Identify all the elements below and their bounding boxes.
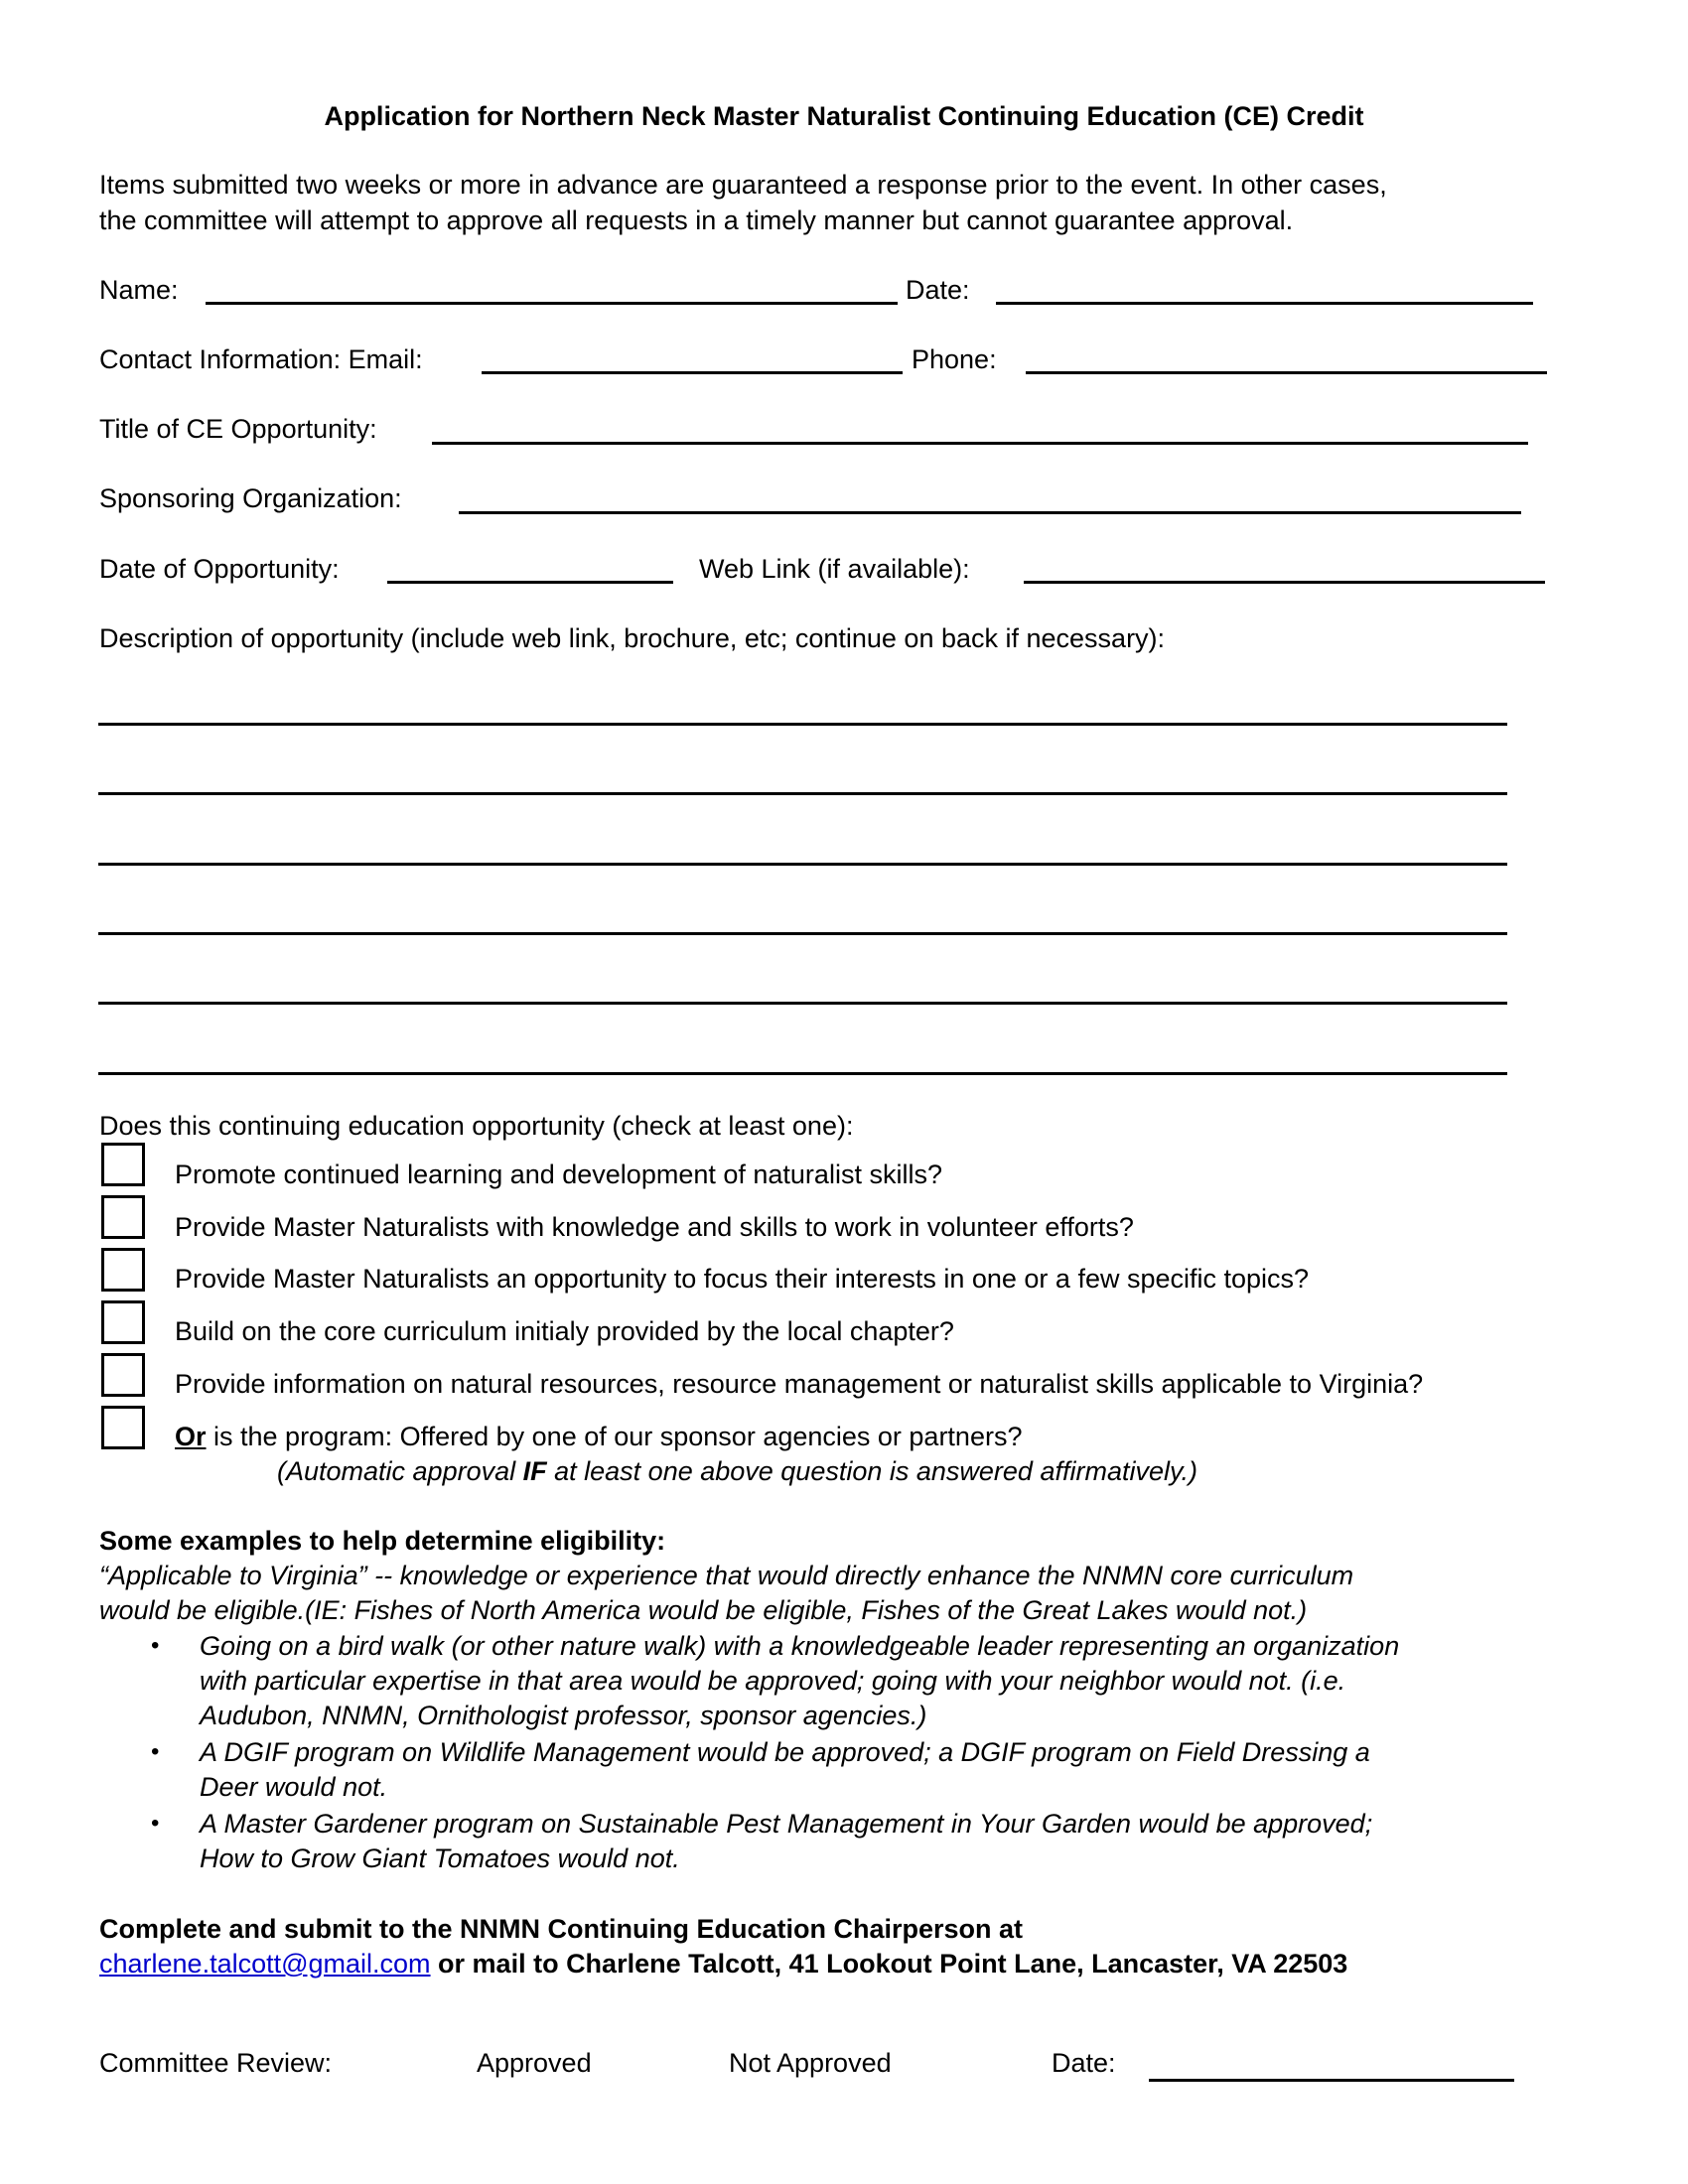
note-if: IF [522, 1456, 547, 1486]
web-link-field[interactable] [1024, 581, 1545, 584]
note-text-2: at least one above question is answered affirmatively.) [546, 1456, 1197, 1486]
description-line-5[interactable] [98, 1002, 1507, 1005]
description-line-6[interactable] [98, 1072, 1507, 1075]
checklist-item-3: Provide Master Naturalists an opportunity to focus their interests in one or a few specific topics? [175, 1264, 1310, 1294]
bullet-icon: • [151, 1810, 160, 1837]
bullet-icon: • [151, 1738, 160, 1765]
examples-heading: Some examples to help determine eligibility: [99, 1526, 666, 1556]
checklist-item-6 [175, 1421, 1022, 1452]
description-line-3[interactable] [98, 863, 1507, 866]
checklist-heading: Does this continuing education opportunity (check at least one): [99, 1111, 854, 1141]
description-line-2[interactable] [98, 792, 1507, 795]
checkbox-5[interactable] [101, 1353, 145, 1397]
checkbox-1[interactable] [101, 1143, 145, 1186]
email-label: Contact Information: Email: [99, 344, 423, 374]
examples-para-1: “Applicable to Virginia” -- knowledge or experience that would directly enhance the NNMN core curriculum [99, 1561, 1354, 1590]
page-title: Application for Northern Neck Master Naturalist Continuing Education (CE) Credit [324, 101, 1364, 131]
submit-line-1: Complete and submit to the NNMN Continuing Education Chairperson at [99, 1914, 1023, 1944]
auto-approval-note [277, 1455, 1197, 1487]
not-approved-option[interactable]: Not Approved [729, 2048, 892, 2078]
description-line-1[interactable] [98, 723, 1507, 726]
example-2-line-1: A DGIF program on Wildlife Management would be approved; a DGIF program on Field Dressing a [200, 1737, 1370, 1767]
bullet-icon: • [151, 1632, 160, 1659]
date-field[interactable] [996, 302, 1533, 305]
email-field[interactable] [482, 371, 903, 374]
checkbox-6[interactable] [101, 1406, 145, 1449]
checkbox-2[interactable] [101, 1195, 145, 1239]
name-label: Name: [99, 275, 179, 305]
date-label: Date: [906, 275, 970, 305]
phone-field[interactable] [1026, 371, 1547, 374]
committee-review-label: Committee Review: [99, 2048, 333, 2078]
checklist-item-2: Provide Master Naturalists with knowledge and skills to work in volunteer efforts? [175, 1212, 1134, 1242]
chair-email-link[interactable]: charlene.talcott@gmail.com [99, 1949, 431, 1979]
examples-para-2: would be eligible.(IE: Fishes of North America would be eligible, Fishes of the Great Lakes would not.) [99, 1595, 1308, 1625]
ce-title-label: Title of CE Opportunity: [99, 414, 377, 444]
review-date-field[interactable] [1149, 2079, 1514, 2082]
checklist-item-6-text: is the program: Offered by one of our sponsor agencies or partners? [206, 1422, 1023, 1451]
note-text-1: (Automatic approval [277, 1456, 523, 1486]
checklist-item-5: Provide information on natural resources, resource management or naturalist skills applicable to Virginia? [175, 1369, 1424, 1399]
example-3-line-1: A Master Gardener program on Sustainable Pest Management in Your Garden would be approved; [200, 1809, 1373, 1839]
description-label: Description of opportunity (include web link, brochure, etc; continue on back if necessary): [99, 623, 1166, 653]
checklist-item-1: Promote continued learning and development of naturalist skills? [175, 1160, 942, 1189]
description-line-4[interactable] [98, 932, 1507, 935]
opp-date-field[interactable] [387, 581, 673, 584]
phone-label: Phone: [912, 344, 997, 374]
approved-option[interactable]: Approved [477, 2048, 592, 2078]
or-emphasis: Or [175, 1422, 207, 1451]
intro-line-1: Items submitted two weeks or more in advance are guaranteed a response prior to the event. In other cases, [99, 170, 1387, 200]
mail-address: or mail to Charlene Talcott, 41 Lookout Point Lane, Lancaster, VA 22503 [430, 1949, 1348, 1979]
submit-line-2 [99, 1948, 1347, 1979]
example-1-line-3: Audubon, NNMN, Ornithologist professor, sponsor agencies.) [200, 1701, 927, 1730]
review-date-label: Date: [1052, 2048, 1116, 2078]
name-field[interactable] [206, 302, 898, 305]
checkbox-4[interactable] [101, 1300, 145, 1344]
example-3-line-2: How to Grow Giant Tomatoes would not. [200, 1843, 680, 1873]
example-2-line-2: Deer would not. [200, 1772, 388, 1802]
intro-line-2: the committee will attempt to approve all requests in a timely manner but cannot guarantee approval. [99, 205, 1294, 235]
opp-date-label: Date of Opportunity: [99, 554, 340, 584]
ce-title-field[interactable] [432, 442, 1528, 445]
checklist-item-4: Build on the core curriculum initialy provided by the local chapter? [175, 1316, 954, 1346]
example-1-line-1: Going on a bird walk (or other nature walk) with a knowledgeable leader representing an organization [200, 1631, 1400, 1661]
checkbox-3[interactable] [101, 1248, 145, 1292]
web-link-label: Web Link (if available): [699, 554, 970, 584]
sponsor-label: Sponsoring Organization: [99, 483, 402, 513]
example-1-line-2: with particular expertise in that area would be approved; going with your neighbor would not. (i.e. [200, 1666, 1346, 1696]
sponsor-field[interactable] [459, 511, 1521, 514]
